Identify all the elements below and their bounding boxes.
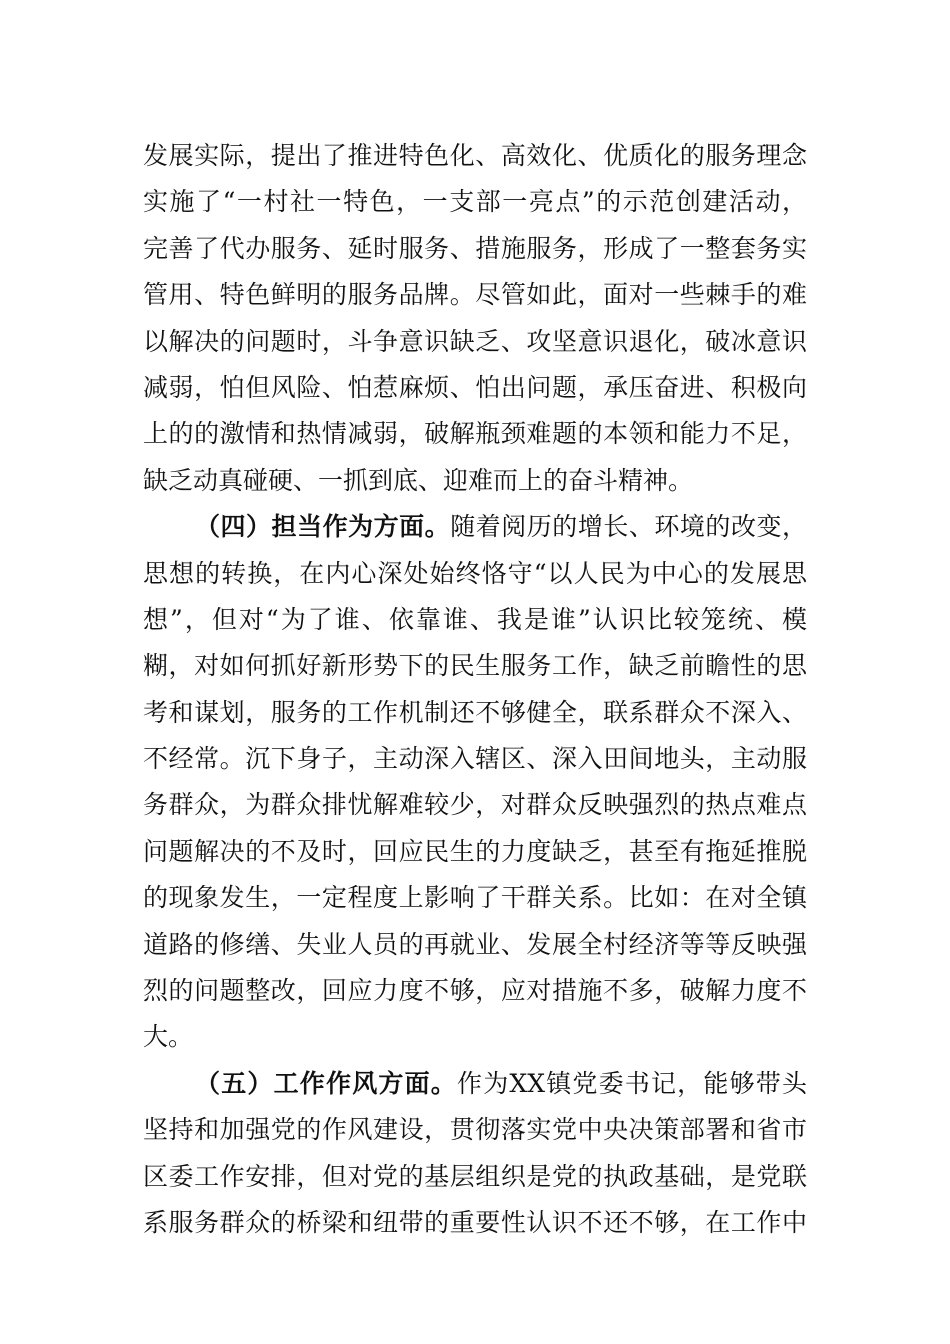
line-text: 缺乏动真碰硬、一抓到底、迎难而上的奋斗精神。 — [143, 465, 694, 495]
text-line — [143, 875, 807, 921]
text-line — [143, 1200, 807, 1246]
text-line — [143, 411, 807, 457]
line-text: 不经常。沉下身子，主动深入辖区、深入田间地头，主动服 — [143, 744, 807, 774]
line-text: 务群众，为群众排忧解难较少，对群众反映强烈的热点难点 — [143, 790, 807, 820]
text-line — [143, 551, 807, 597]
text-line — [143, 1154, 807, 1200]
line-text: 思想的转换，在内心深处始终恪守“以人民为中心的发展思 — [143, 558, 807, 588]
text-line — [143, 1107, 807, 1153]
text-line — [143, 968, 807, 1014]
line-text: 减弱，怕但风险、怕惹麻烦、怕出问题，承压奋进、积极向 — [143, 372, 807, 402]
text-line — [143, 597, 807, 643]
text-line — [143, 226, 807, 272]
text-line — [143, 365, 807, 411]
line-text: 区委工作安排，但对党的基层组织是党的执政基础，是党联 — [143, 1161, 807, 1191]
text-line — [143, 1014, 807, 1060]
text-line — [143, 829, 807, 875]
text-line — [143, 736, 807, 782]
line-text: 糊，对如何抓好新形势下的民生服务工作，缺乏前瞻性的思 — [143, 651, 807, 681]
paragraph — [143, 133, 807, 504]
line-text: 想”，但对“为了谁、依靠谁、我是谁”认识比较笼统、模 — [143, 604, 807, 634]
line-text: 坚持和加强党的作风建设，贯彻落实党中央决策部署和省市 — [143, 1115, 807, 1145]
section-heading: （四）担当作为方面。 — [195, 512, 451, 542]
line-text: 大。 — [143, 1022, 194, 1052]
text-line — [143, 782, 807, 828]
line-text: 的现象发生，一定程度上影响了干群关系。比如：在对全镇 — [143, 883, 807, 913]
line-text: 上的的激情和热情减弱，破解瓶颈难题的本领和能力不足， — [143, 419, 807, 449]
document-page — [143, 133, 807, 1246]
text-line — [143, 272, 807, 318]
text-line — [143, 319, 807, 365]
text-line — [143, 133, 807, 179]
text-line — [143, 690, 807, 736]
line-text: 系服务群众的桥梁和纽带的重要性认识不还不够，在工作中 — [143, 1207, 807, 1237]
paragraph — [143, 504, 807, 1061]
text-line — [143, 643, 807, 689]
line-text: 烈的问题整改，回应力度不够，应对措施不多，破解力度不 — [143, 976, 807, 1006]
line-text: 问题解决的不及时，回应民生的力度缺乏，甚至有拖延推脱 — [143, 836, 807, 866]
line-text: 道路的修缮、失业人员的再就业、发展全村经济等等反映强 — [143, 929, 807, 959]
line-text: 以解决的问题时，斗争意识缺乏、攻坚意识退化，破冰意识 — [143, 326, 807, 356]
text-line — [143, 458, 807, 504]
line-text: 作为XX镇党委书记，能够带头 — [457, 1068, 807, 1098]
text-line — [143, 922, 807, 968]
line-text: 完善了代办服务、延时服务、措施服务，形成了一整套务实 — [143, 233, 807, 263]
line-text: 发展实际，提出了推进特色化、高效化、优质化的服务理念 — [143, 141, 807, 170]
line-text: 实施了“一村社一特色，一支部一亮点”的示范创建活动， — [143, 187, 807, 217]
line-text: 管用、特色鲜明的服务品牌。尽管如此，面对一些棘手的难 — [143, 280, 807, 310]
paragraph — [143, 1061, 807, 1247]
text-line — [143, 1061, 807, 1107]
text-line — [143, 504, 807, 550]
line-text: 考和谋划，服务的工作机制还不够健全，联系群众不深入、 — [143, 697, 807, 727]
text-line — [143, 179, 807, 225]
section-heading: （五）工作作风方面。 — [195, 1068, 457, 1098]
line-text: 随着阅历的增长、环境的改变， — [450, 512, 807, 542]
